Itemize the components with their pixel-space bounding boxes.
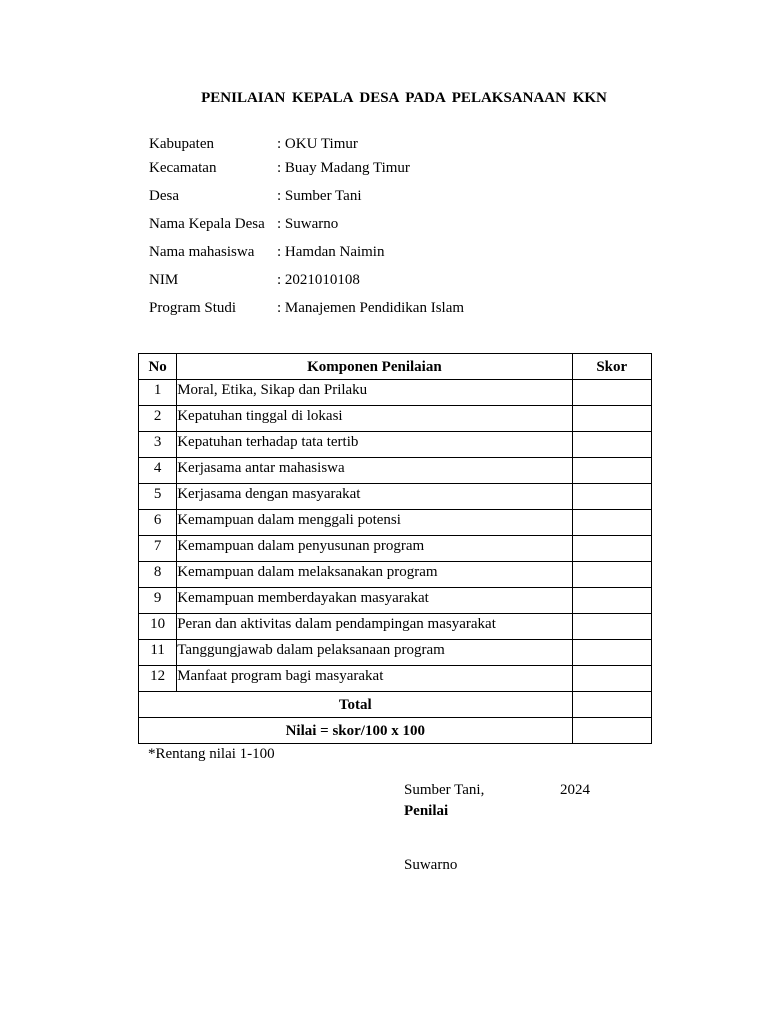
row-no: 3	[139, 432, 177, 458]
row-component: Kemampuan dalam melaksanakan program	[177, 562, 572, 588]
nilai-score[interactable]	[572, 718, 651, 744]
row-no: 10	[139, 614, 177, 640]
table-row	[139, 406, 652, 432]
row-score[interactable]	[572, 536, 651, 562]
row-no: 11	[139, 640, 177, 666]
info-value: : Manajemen Pendidikan Islam	[277, 300, 465, 316]
info-value: : Hamdan Naimin	[277, 244, 385, 260]
info-value: : OKU Timur	[277, 136, 358, 152]
table-row	[139, 562, 652, 588]
row-score[interactable]	[572, 406, 651, 432]
table-row	[139, 536, 652, 562]
row-component: Kerjasama antar mahasiswa	[177, 458, 572, 484]
total-row	[139, 692, 652, 718]
info-value: : 2021010108	[277, 272, 360, 288]
info-label: Desa	[149, 188, 179, 204]
row-component: Moral, Etika, Sikap dan Prilaku	[177, 380, 572, 406]
signature-name: Suwarno	[404, 857, 458, 873]
row-component: Kepatuhan tinggal di lokasi	[177, 406, 572, 432]
info-label: Kabupaten	[149, 136, 214, 152]
row-no: 1	[139, 380, 177, 406]
total-score[interactable]	[572, 692, 651, 718]
info-label: Nama Kepala Desa	[149, 216, 265, 232]
info-value: : Suwarno	[277, 216, 339, 232]
row-score[interactable]	[572, 666, 651, 692]
row-no: 2	[139, 406, 177, 432]
row-no: 5	[139, 484, 177, 510]
header-score: Skor	[572, 354, 651, 380]
row-score[interactable]	[572, 562, 651, 588]
row-component: Kerjasama dengan masyarakat	[177, 484, 572, 510]
table-row	[139, 588, 652, 614]
row-score[interactable]	[572, 484, 651, 510]
header-no: No	[139, 354, 177, 380]
table-row	[139, 380, 652, 406]
row-score[interactable]	[572, 458, 651, 484]
row-no: 12	[139, 666, 177, 692]
row-component: Kepatuhan terhadap tata tertib	[177, 432, 572, 458]
row-no: 9	[139, 588, 177, 614]
row-component: Manfaat program bagi masyarakat	[177, 666, 572, 692]
table-header-row	[139, 354, 652, 380]
info-label: NIM	[149, 272, 179, 288]
signature-role: Penilai	[404, 803, 449, 819]
row-score[interactable]	[572, 640, 651, 666]
nilai-row	[139, 718, 652, 744]
row-score[interactable]	[572, 432, 651, 458]
row-score[interactable]	[572, 380, 651, 406]
table-row	[139, 640, 652, 666]
info-value: : Sumber Tani	[277, 188, 362, 204]
table-row	[139, 510, 652, 536]
info-label: Program Studi	[149, 300, 237, 316]
row-component: Peran dan aktivitas dalam pendampingan masyarakat	[177, 614, 572, 640]
score-table	[138, 353, 652, 744]
info-value: : Buay Madang Timur	[277, 160, 410, 176]
row-no: 6	[139, 510, 177, 536]
info-label: Kecamatan	[149, 160, 217, 176]
nilai-label: Nilai = skor/100 x 100	[139, 718, 573, 744]
header-component: Komponen Penilaian	[177, 354, 572, 380]
row-score[interactable]	[572, 588, 651, 614]
signature-year: 2024	[560, 782, 590, 798]
row-score[interactable]	[572, 614, 651, 640]
total-label: Total	[139, 692, 573, 718]
table-row	[139, 432, 652, 458]
row-component: Kemampuan dalam penyusunan program	[177, 536, 572, 562]
row-no: 4	[139, 458, 177, 484]
info-label: Nama mahasiswa	[149, 244, 255, 260]
table-row	[139, 666, 652, 692]
table-row	[139, 484, 652, 510]
signature-place: Sumber Tani,	[404, 782, 485, 798]
row-component: Kemampuan memberdayakan masyarakat	[177, 588, 572, 614]
row-component: Kemampuan dalam menggali potensi	[177, 510, 572, 536]
range-note: *Rentang nilai 1-100	[148, 746, 275, 762]
row-no: 7	[139, 536, 177, 562]
row-score[interactable]	[572, 510, 651, 536]
table-row	[139, 458, 652, 484]
row-component: Tanggungjawab dalam pelaksanaan program	[177, 640, 572, 666]
row-no: 8	[139, 562, 177, 588]
document-title: PENILAIAN KEPALA DESA PADA PELAKSANAAN KKN	[201, 90, 607, 106]
table-row	[139, 614, 652, 640]
